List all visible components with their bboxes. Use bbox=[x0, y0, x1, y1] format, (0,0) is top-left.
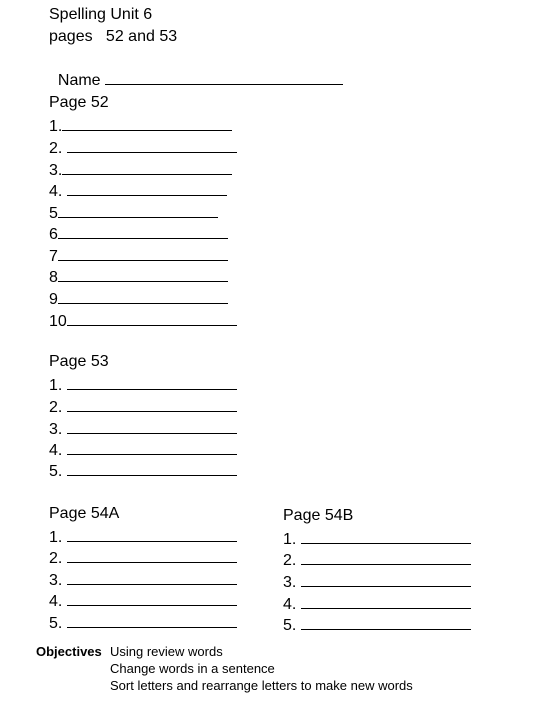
page54a-item-4 bbox=[49, 590, 237, 612]
item-number: 3. bbox=[283, 574, 301, 591]
item-number: 2. bbox=[49, 399, 67, 416]
page53-item-5 bbox=[49, 460, 237, 482]
unit-title: Spelling Unit 6 bbox=[49, 6, 153, 23]
answer-blank[interactable] bbox=[58, 202, 218, 218]
answer-blank[interactable] bbox=[301, 571, 471, 587]
item-number: 4. bbox=[49, 183, 67, 200]
item-number: 5. bbox=[49, 463, 67, 480]
answer-blank[interactable] bbox=[67, 310, 237, 326]
item-number: 7 bbox=[49, 248, 58, 265]
name-blank[interactable] bbox=[105, 69, 343, 85]
page54b-item-1 bbox=[283, 528, 471, 550]
page52-item-3 bbox=[49, 159, 232, 181]
page53-item-4 bbox=[49, 439, 237, 461]
objective-3: Sort letters and rearrange letters to make new words bbox=[110, 678, 413, 693]
answer-blank[interactable] bbox=[67, 418, 237, 434]
answer-blank[interactable] bbox=[62, 115, 232, 131]
item-number: 1. bbox=[49, 529, 67, 546]
page53-item-2 bbox=[49, 396, 237, 418]
objective-1: Using review words bbox=[110, 644, 223, 659]
page54b-item-5 bbox=[283, 614, 471, 636]
answer-blank[interactable] bbox=[67, 137, 237, 153]
answer-blank[interactable] bbox=[67, 590, 237, 606]
answer-blank[interactable] bbox=[301, 549, 471, 565]
page53-item-3 bbox=[49, 418, 237, 440]
objectives-label: Objectives bbox=[36, 644, 102, 659]
item-number: 8 bbox=[49, 269, 58, 286]
page53-item-1 bbox=[49, 374, 237, 396]
answer-blank[interactable] bbox=[67, 526, 237, 542]
page52-item-1 bbox=[49, 115, 232, 137]
name-label: Name bbox=[57, 72, 106, 89]
item-number: 2. bbox=[49, 550, 67, 567]
item-number: 1. bbox=[49, 118, 63, 135]
page54a-item-2 bbox=[49, 547, 237, 569]
item-number: 5. bbox=[49, 615, 67, 632]
page52-item-2 bbox=[49, 137, 237, 159]
pages-label: pages 52 and 53 bbox=[49, 28, 178, 45]
item-number: 3. bbox=[49, 162, 63, 179]
page53-heading: Page 53 bbox=[49, 353, 109, 370]
objective-2: Change words in a sentence bbox=[110, 661, 275, 676]
page54b-item-4 bbox=[283, 593, 471, 615]
answer-blank[interactable] bbox=[67, 612, 237, 628]
page52-item-7 bbox=[49, 245, 228, 267]
item-number: 4. bbox=[49, 593, 67, 610]
item-number: 4. bbox=[283, 596, 301, 613]
item-number: 1. bbox=[283, 531, 301, 548]
answer-blank[interactable] bbox=[301, 614, 471, 630]
item-number: 9 bbox=[49, 291, 58, 308]
answer-blank[interactable] bbox=[67, 547, 237, 563]
item-number: 5. bbox=[283, 617, 301, 634]
answer-blank[interactable] bbox=[301, 528, 471, 544]
page52-item-8 bbox=[49, 266, 228, 288]
answer-blank[interactable] bbox=[58, 223, 228, 239]
page54a-heading: Page 54A bbox=[49, 505, 120, 522]
answer-blank[interactable] bbox=[67, 460, 237, 476]
page54b-heading: Page 54B bbox=[283, 507, 354, 524]
answer-blank[interactable] bbox=[301, 593, 471, 609]
item-number: 2. bbox=[49, 140, 67, 157]
item-number: 3. bbox=[49, 572, 67, 589]
answer-blank[interactable] bbox=[58, 245, 228, 261]
page54b-item-3 bbox=[283, 571, 471, 593]
page54b-item-2 bbox=[283, 549, 471, 571]
item-number: 1. bbox=[49, 377, 67, 394]
answer-blank[interactable] bbox=[62, 159, 232, 175]
item-number: 3. bbox=[49, 421, 67, 438]
page54a-item-3 bbox=[49, 569, 237, 591]
item-number: 10 bbox=[49, 313, 67, 330]
page54a-item-1 bbox=[49, 526, 237, 548]
answer-blank[interactable] bbox=[67, 180, 227, 196]
answer-blank[interactable] bbox=[67, 569, 237, 585]
page52-item-4 bbox=[49, 180, 227, 202]
page52-item-10 bbox=[49, 310, 237, 332]
page54a-item-5 bbox=[49, 612, 237, 634]
item-number: 5 bbox=[49, 205, 58, 222]
page52-item-9 bbox=[49, 288, 228, 310]
item-number: 6 bbox=[49, 226, 58, 243]
page52-heading: Page 52 bbox=[49, 94, 109, 111]
answer-blank[interactable] bbox=[67, 439, 237, 455]
page52-item-6 bbox=[49, 223, 228, 245]
page52-item-5 bbox=[49, 202, 218, 224]
name-row bbox=[49, 49, 343, 91]
answer-blank[interactable] bbox=[67, 396, 237, 412]
answer-blank[interactable] bbox=[58, 288, 228, 304]
answer-blank[interactable] bbox=[67, 374, 237, 390]
answer-blank[interactable] bbox=[58, 266, 228, 282]
item-number: 4. bbox=[49, 442, 67, 459]
item-number: 2. bbox=[283, 552, 301, 569]
